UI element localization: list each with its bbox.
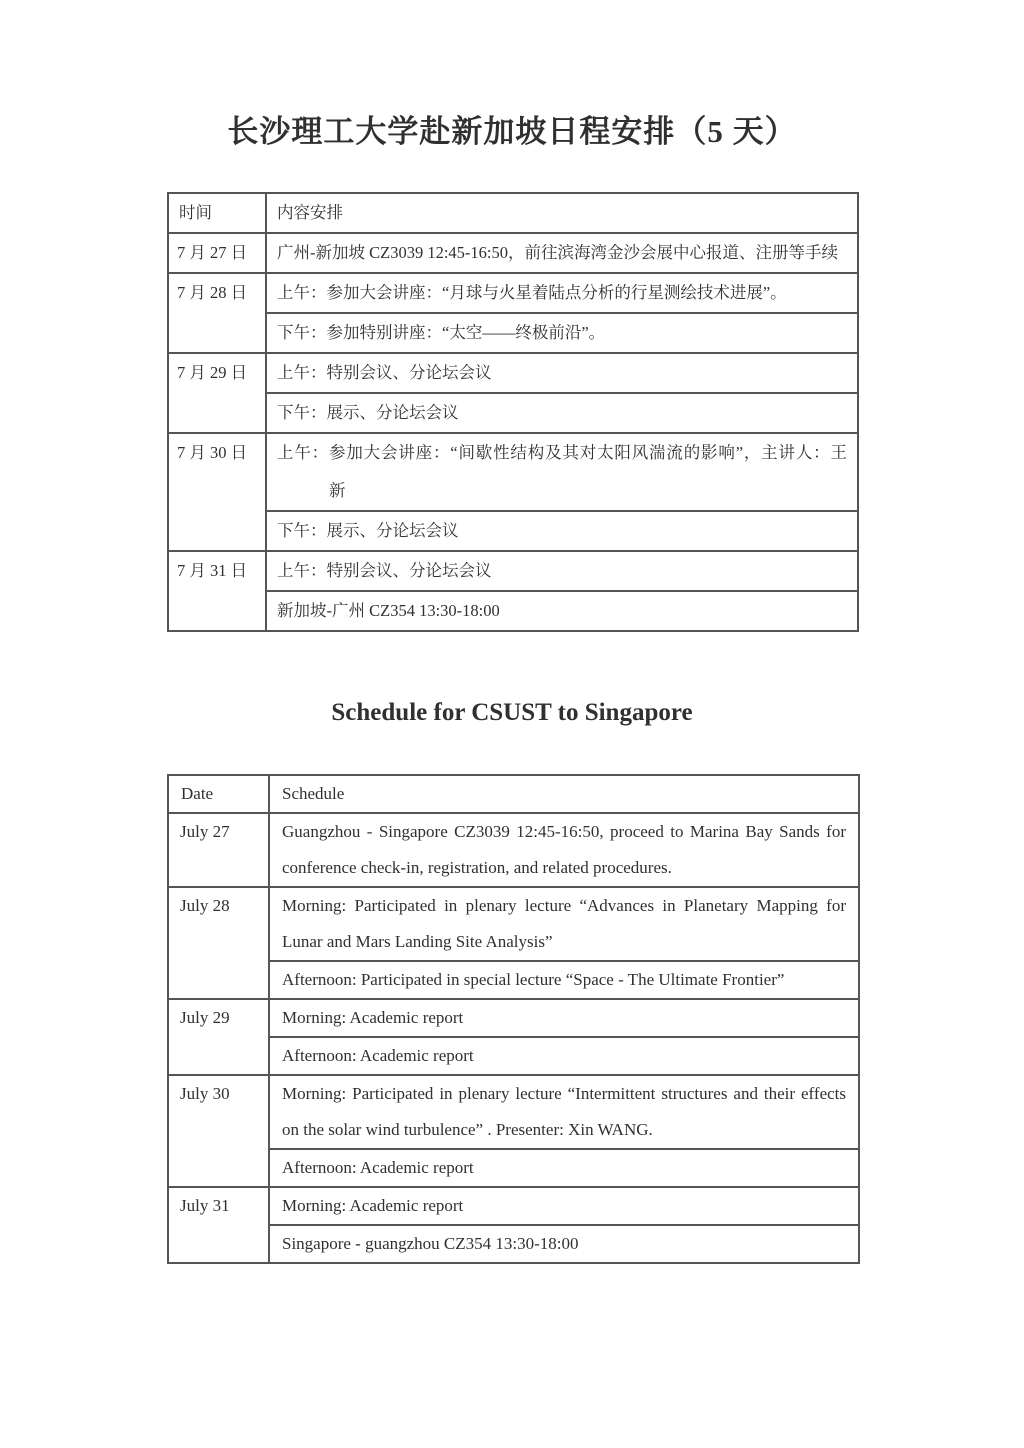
- page-title-english: Schedule for CSUST to Singapore: [331, 699, 693, 726]
- schedule-cell: [266, 433, 858, 511]
- column-header: Schedule: [269, 775, 859, 813]
- schedule-line: 新: [329, 481, 346, 500]
- schedule-cell: 广州-新加坡 CZ3039 12:45-16:50，前往滨海湾金沙会展中心报道、注册等手续: [266, 233, 858, 273]
- schedule-cell: Singapore - guangzhou CZ354 13:30-18:00: [269, 1225, 859, 1263]
- date-cell: July 30: [168, 1075, 269, 1187]
- schedule-line: 上午：参加大会讲座：“间歇性结构及其对太阳风湍流的影响”，主讲人：王: [277, 443, 847, 462]
- table-row: [168, 813, 859, 887]
- table-row: [168, 961, 859, 999]
- date-cell: July 28: [168, 887, 269, 999]
- table-row: [168, 551, 858, 591]
- table-row: [168, 233, 858, 273]
- date-cell: July 27: [168, 813, 269, 887]
- table-row: [168, 887, 859, 961]
- schedule-cell: Morning: Academic report: [269, 999, 859, 1037]
- table-row: [168, 1037, 859, 1075]
- schedule-cell: Afternoon: Academic report: [269, 1149, 859, 1187]
- header-row: [168, 775, 859, 813]
- schedule-cell: 下午：展示、分论坛会议: [266, 511, 858, 551]
- date-cell: 7 月 27 日: [168, 233, 266, 273]
- table-row: [168, 353, 858, 393]
- header-row: [168, 193, 858, 233]
- table-row: [168, 393, 858, 433]
- schedule-cell: 下午：展示、分论坛会议: [266, 393, 858, 433]
- date-cell: July 29: [168, 999, 269, 1075]
- column-header: 时间: [168, 193, 266, 233]
- schedule-cell: 上午：特别会议、分论坛会议: [266, 353, 858, 393]
- schedule-table-chinese: [167, 192, 859, 632]
- date-cell: July 31: [168, 1187, 269, 1263]
- schedule-cell: Morning: Participated in plenary lecture “Intermittent structures and their effects on the solar wind turbulence” . Presenter: Xin WANG.: [269, 1075, 859, 1149]
- schedule-cell: Morning: Participated in plenary lecture “Advances in Planetary Mapping for Lunar and Mars Landing Site Analysis”: [269, 887, 859, 961]
- column-header: Date: [168, 775, 269, 813]
- date-cell: 7 月 30 日: [168, 433, 266, 551]
- date-cell: 7 月 28 日: [168, 273, 266, 353]
- table-row: [168, 511, 858, 551]
- schedule-cell: Afternoon: Participated in special lecture “Space - The Ultimate Frontier”: [269, 961, 859, 999]
- table-row: [168, 273, 858, 313]
- schedule-table-english: [167, 774, 860, 1264]
- schedule-cell: Guangzhou - Singapore CZ3039 12:45-16:50, proceed to Marina Bay Sands for conference check-in, registration, and related procedures.: [269, 813, 859, 887]
- date-cell: 7 月 29 日: [168, 353, 266, 433]
- table-row: [168, 1187, 859, 1225]
- page-title-chinese: 长沙理工大学赴新加坡日程安排（5 天）: [227, 114, 797, 149]
- table-row: [168, 1075, 859, 1149]
- table-row: [168, 433, 858, 511]
- schedule-cell: 上午：特别会议、分论坛会议: [266, 551, 858, 591]
- table-row: [168, 1149, 859, 1187]
- schedule-cell: 上午：参加大会讲座：“月球与火星着陆点分析的行星测绘技术进展”。: [266, 273, 858, 313]
- schedule-cell: 下午：参加特别讲座：“太空——终极前沿”。: [266, 313, 858, 353]
- table-row: [168, 999, 859, 1037]
- column-header: 内容安排: [266, 193, 858, 233]
- schedule-cell: Morning: Academic report: [269, 1187, 859, 1225]
- table-row: [168, 1225, 859, 1263]
- schedule-cell: 新加坡-广州 CZ354 13:30-18:00: [266, 591, 858, 631]
- date-cell: 7 月 31 日: [168, 551, 266, 631]
- table-row: [168, 591, 858, 631]
- schedule-cell: Afternoon: Academic report: [269, 1037, 859, 1075]
- table-row: [168, 313, 858, 353]
